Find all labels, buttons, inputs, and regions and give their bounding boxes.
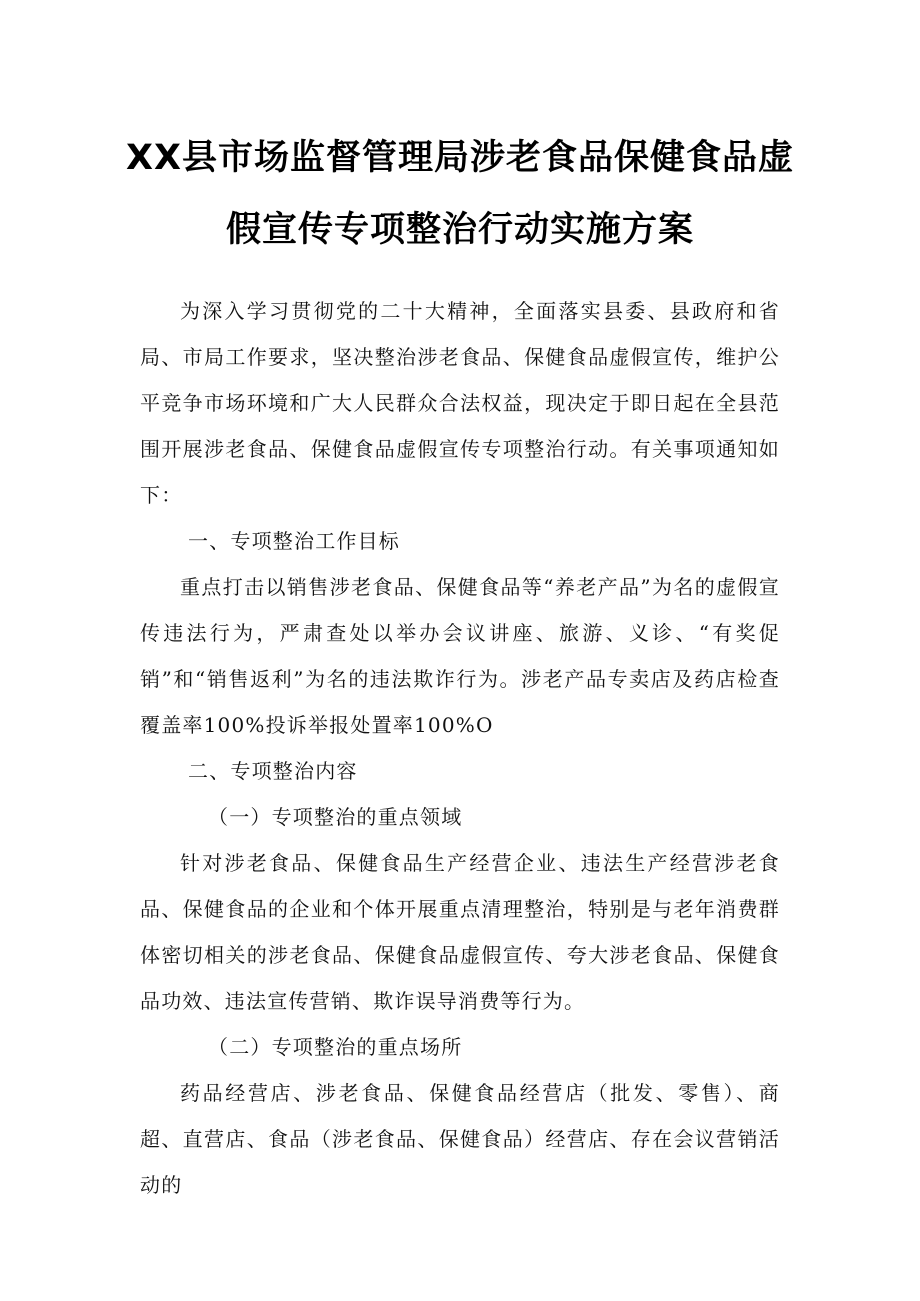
document-title-line-1: XX县市场监督管理局涉老食品保健食品虚 — [126, 138, 794, 178]
section-1-paragraph: 重点打击以销售涉老食品、保健食品等“养老产品”为名的虚假宣传违法行为，严肃查处以举办会议讲座、旅游、义诊、“有奖促销”和“销售返利”为名的违法欺诈行为。涉老产品专卖店及药店检查覆盖率100%投诉举报处置率100%O — [140, 575, 780, 737]
subsection-2-heading: （二）专项整治的重点场所 — [208, 1035, 463, 1059]
document-title-line-2: 假宣传专项整治行动实施方案 — [225, 210, 694, 250]
document-body — [140, 288, 780, 1208]
section-2-heading: 二、专项整治内容 — [188, 759, 358, 783]
subsection-1-heading: （一）专项整治的重点领域 — [208, 805, 463, 829]
section-1-heading: 一、专项整治工作目标 — [188, 529, 400, 553]
subsection-2-paragraph: 药品经营店、涉老食品、保健食品经营店（批发、零售）、商超、直营店、食品（涉老食品、保健食品）经营店、存在会议营销活动的 — [140, 1081, 780, 1197]
subsection-1-paragraph: 针对涉老食品、保健食品生产经营企业、违法生产经营涉老食品、保健食品的企业和个体开展重点清理整治，特别是与老年消费群体密切相关的涉老食品、保健食品虚假宣传、夸大涉老食品、保健食品功效、违法宣传营销、欺诈误导消费等行为。 — [140, 851, 780, 1013]
intro-paragraph: 为深入学习贯彻党的二十大精神，全面落实县委、县政府和省局、市局工作要求，坚决整治涉老食品、保健食品虚假宣传，维护公平竞争市场环境和广大人民群众合法权益，现决定于即日起在全县范围开展涉老食品、保健食品虚假宣传专项整治行动。有关事项通知如下： — [140, 299, 780, 507]
